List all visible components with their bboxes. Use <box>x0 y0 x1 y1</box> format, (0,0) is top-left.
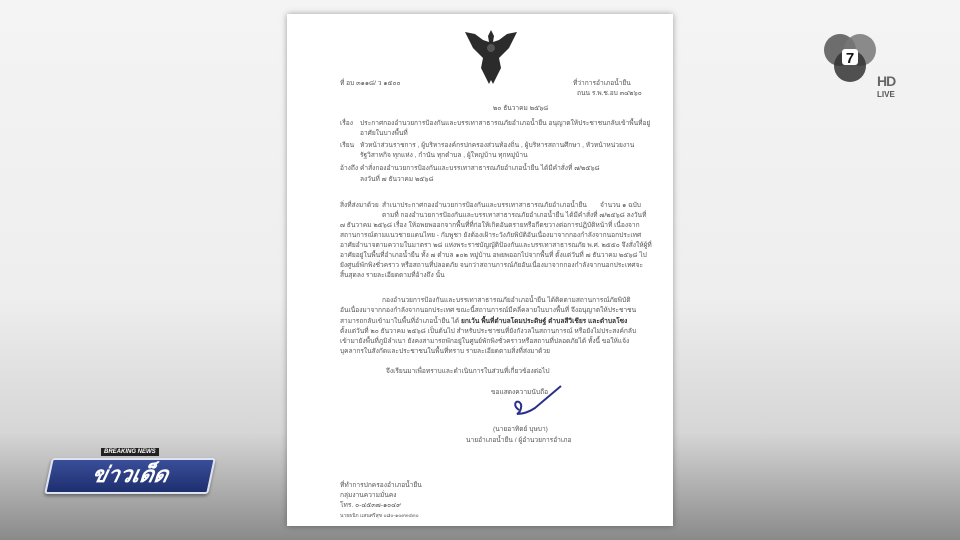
channel7-logo <box>820 28 896 100</box>
program-title: ข่าวเด็ด <box>44 458 216 494</box>
closing: ขอแสดงความนับถือ <box>491 389 549 396</box>
footer-line: นายธนิก แสนศรีสุข ๐๘๐-๑๐๙๓๔๓๐ <box>340 513 419 519</box>
para2-line: อันเนื่องมาจากกองกำลังจากนอกประเทศ ขณะนี้สถานการณ์มีคลี่คลายในบางพื้นที่ จึงอนุญาตให้ประชาชน <box>340 307 637 314</box>
para1-line: ยังศูนย์พักพิงชั่วคราว หรือสถานที่ปลอดภัย จนกว่าสถานการณ์ภัยอันเนื่องมาจากกองกำลังจากนอกประเทศจะ <box>340 262 644 269</box>
live-badge: LIVE <box>877 90 895 99</box>
to-line: รัฐวิสาหกิจ ทุกแห่ง , กำนัน ทุกตำบล , ผู้ใหญ่บ้าน ทุกหมู่บ้าน <box>360 152 528 159</box>
signer-name: (นายอาทิตย์ บุษบา) <box>493 426 548 433</box>
footer-line: โทร. ๐-๔๕๓๗-๑๐๔๙ <box>340 502 401 509</box>
para2-exception: ยกเว้น พื้นที่ตำบลโดมประดิษฐ์ ตำบลสีวิเชียร และตำบลโซง <box>461 318 628 325</box>
ref-line: คำสั่งกองอำนวยการป้องกันและบรรเทาสาธารณภัยอำเภอน้ำยืน ได้มีคำสั่งที่ ๗/๒๕๖๘ <box>360 165 600 172</box>
enclosure-count: จำนวน ๑ ฉบับ <box>600 202 641 209</box>
footer-line: กลุ่มงานความมั่นคง <box>340 492 397 499</box>
para2-line: บุคลากรในสังกัดและประชาชนในพื้นที่ทราบ รายละเอียดตามสิ่งที่ส่งมาด้วย <box>340 348 551 355</box>
para2-line: เข้ามายังพื้นที่ภูมิลำเนา ยังคงสามารถพักอยู่ในศูนย์พักพิงชั่วคราวหรือสถานที่ปลอดภัยได้ ทั้งนี้ ขอให้แจ้ง <box>340 338 630 345</box>
para1-line: สถานการณ์ตามแนวชายแดนไทย - กัมพูชา ยังต้องเฝ้าระวังภัยพิบัติอันเนื่องมาจากกองกำลังจากนอกประเทศ <box>340 232 642 239</box>
doc-number: ที่ อบ ๓๑๑๘/ ว ๑๕๐๐ <box>340 80 401 87</box>
para2-line: ตั้งแต่วันที่ ๒๐ ธันวาคม ๒๕๖๘ เป็นต้นไป สำหรับประชาชนที่ยังกังวลในสถานการณ์ หรือยังไม่ประสงค์กลับ <box>340 328 637 335</box>
para2-line <box>340 318 627 326</box>
para1-line: สิ้นสุดลง รายละเอียดตามที่อ้างถึง นั้น <box>340 272 445 279</box>
para2-text: สามารถกลับเข้ามาในพื้นที่อำเภอน้ำยืน ได้ <box>340 318 460 325</box>
footer-line: ที่ทำการปกครองอำเภอน้ำยืน <box>340 482 422 489</box>
to-label: เรียน <box>340 142 355 149</box>
to-line: หัวหน้าส่วนราชการ , ผู้บริหารองค์กรปกครองส่วนท้องถิ่น , ผู้บริหารสถานศึกษา , หัวหน้าหน่วยงาน <box>360 142 635 149</box>
para2-line: กองอำนวยการป้องกันและบรรเทาสาธารณภัยอำเภอน้ำยืน ได้ติดตามสถานการณ์ภัยพิบัติ <box>382 297 631 304</box>
ref-label: อ้างถึง <box>340 165 359 172</box>
ref-line: ลงวันที่ ๗ ธันวาคม ๒๕๖๘ <box>360 176 434 183</box>
breaking-news-tag: BREAKING NEWS <box>101 448 159 456</box>
subject-line: อาศัยในบางพื้นที่ <box>360 130 408 137</box>
subject-label: เรื่อง <box>340 120 353 127</box>
subject-line: ประกาศกองอำนวยการป้องกันและบรรเทาสาธารณภัยอำเภอน้ำยืน อนุญาตให้ประชาชนกลับเข้าพื้นที่อยู่ <box>360 120 651 127</box>
channel-number: 7 <box>845 50 855 67</box>
program-logo <box>48 448 213 494</box>
para1-line: ๗ ธันวาคม ๒๕๖๘ เรื่อง ให้อพยพออกจากพื้นที่ที่ก่อให้เกิดอันตรายหรือกีดขวางต่อการปฏิบัติหน้าที่ เนื่องจาก <box>340 222 640 229</box>
signer-title: นายอำเภอน้ำยืน / ผู้อำนวยการอำเภอ <box>466 437 572 444</box>
channel7-circles-icon <box>820 28 880 88</box>
enclosure-label: สิ่งที่ส่งมาด้วย <box>340 202 379 209</box>
signature-icon <box>505 384 565 420</box>
closing-request: จึงเรียนมาเพื่อทราบและดำเนินการในส่วนที่เกี่ยวข้องต่อไป <box>386 368 550 375</box>
hd-badge: HD <box>877 73 896 89</box>
doc-date: ๒๐ ธันวาคม ๒๕๖๘ <box>493 105 549 112</box>
para1-line: อาศัยอำนาจตามความในมาตรา ๒๘ แห่งพระราชบัญญัติป้องกันและบรรเทาสาธารณภัย พ.ศ. ๒๕๕๐ จึงสั่งให้ผู้ที่ <box>340 242 652 249</box>
office-name: ที่ว่าการอำเภอน้ำยืน <box>573 80 631 87</box>
office-address: ถนน ร.พ.ช.อบ ๓๔๒๖๐ <box>577 90 642 97</box>
para1-line: ตามที่ กองอำนวยการป้องกันและบรรเทาสาธารณภัยอำเภอน้ำยืน ได้มีคำสั่งที่ ๗/๒๕๖๘ ลงวันที่ <box>382 212 647 219</box>
para1-line: อาศัยอยู่ในพื้นที่อำเภอน้ำยืน ทั้ง ๗ ตำบล ๑๐๒ หมู่บ้าน อพยพออกไปจากพื้นที่ ตั้งแต่วันที่ ๗ ธันวาคม ๒๕๖๘ ไป <box>340 252 647 259</box>
garuda-emblem-icon <box>463 28 519 86</box>
enclosure: สำเนาประกาศกองอำนวยการป้องกันและบรรเทาสาธารณภัยอำเภอน้ำยืน <box>382 202 587 209</box>
